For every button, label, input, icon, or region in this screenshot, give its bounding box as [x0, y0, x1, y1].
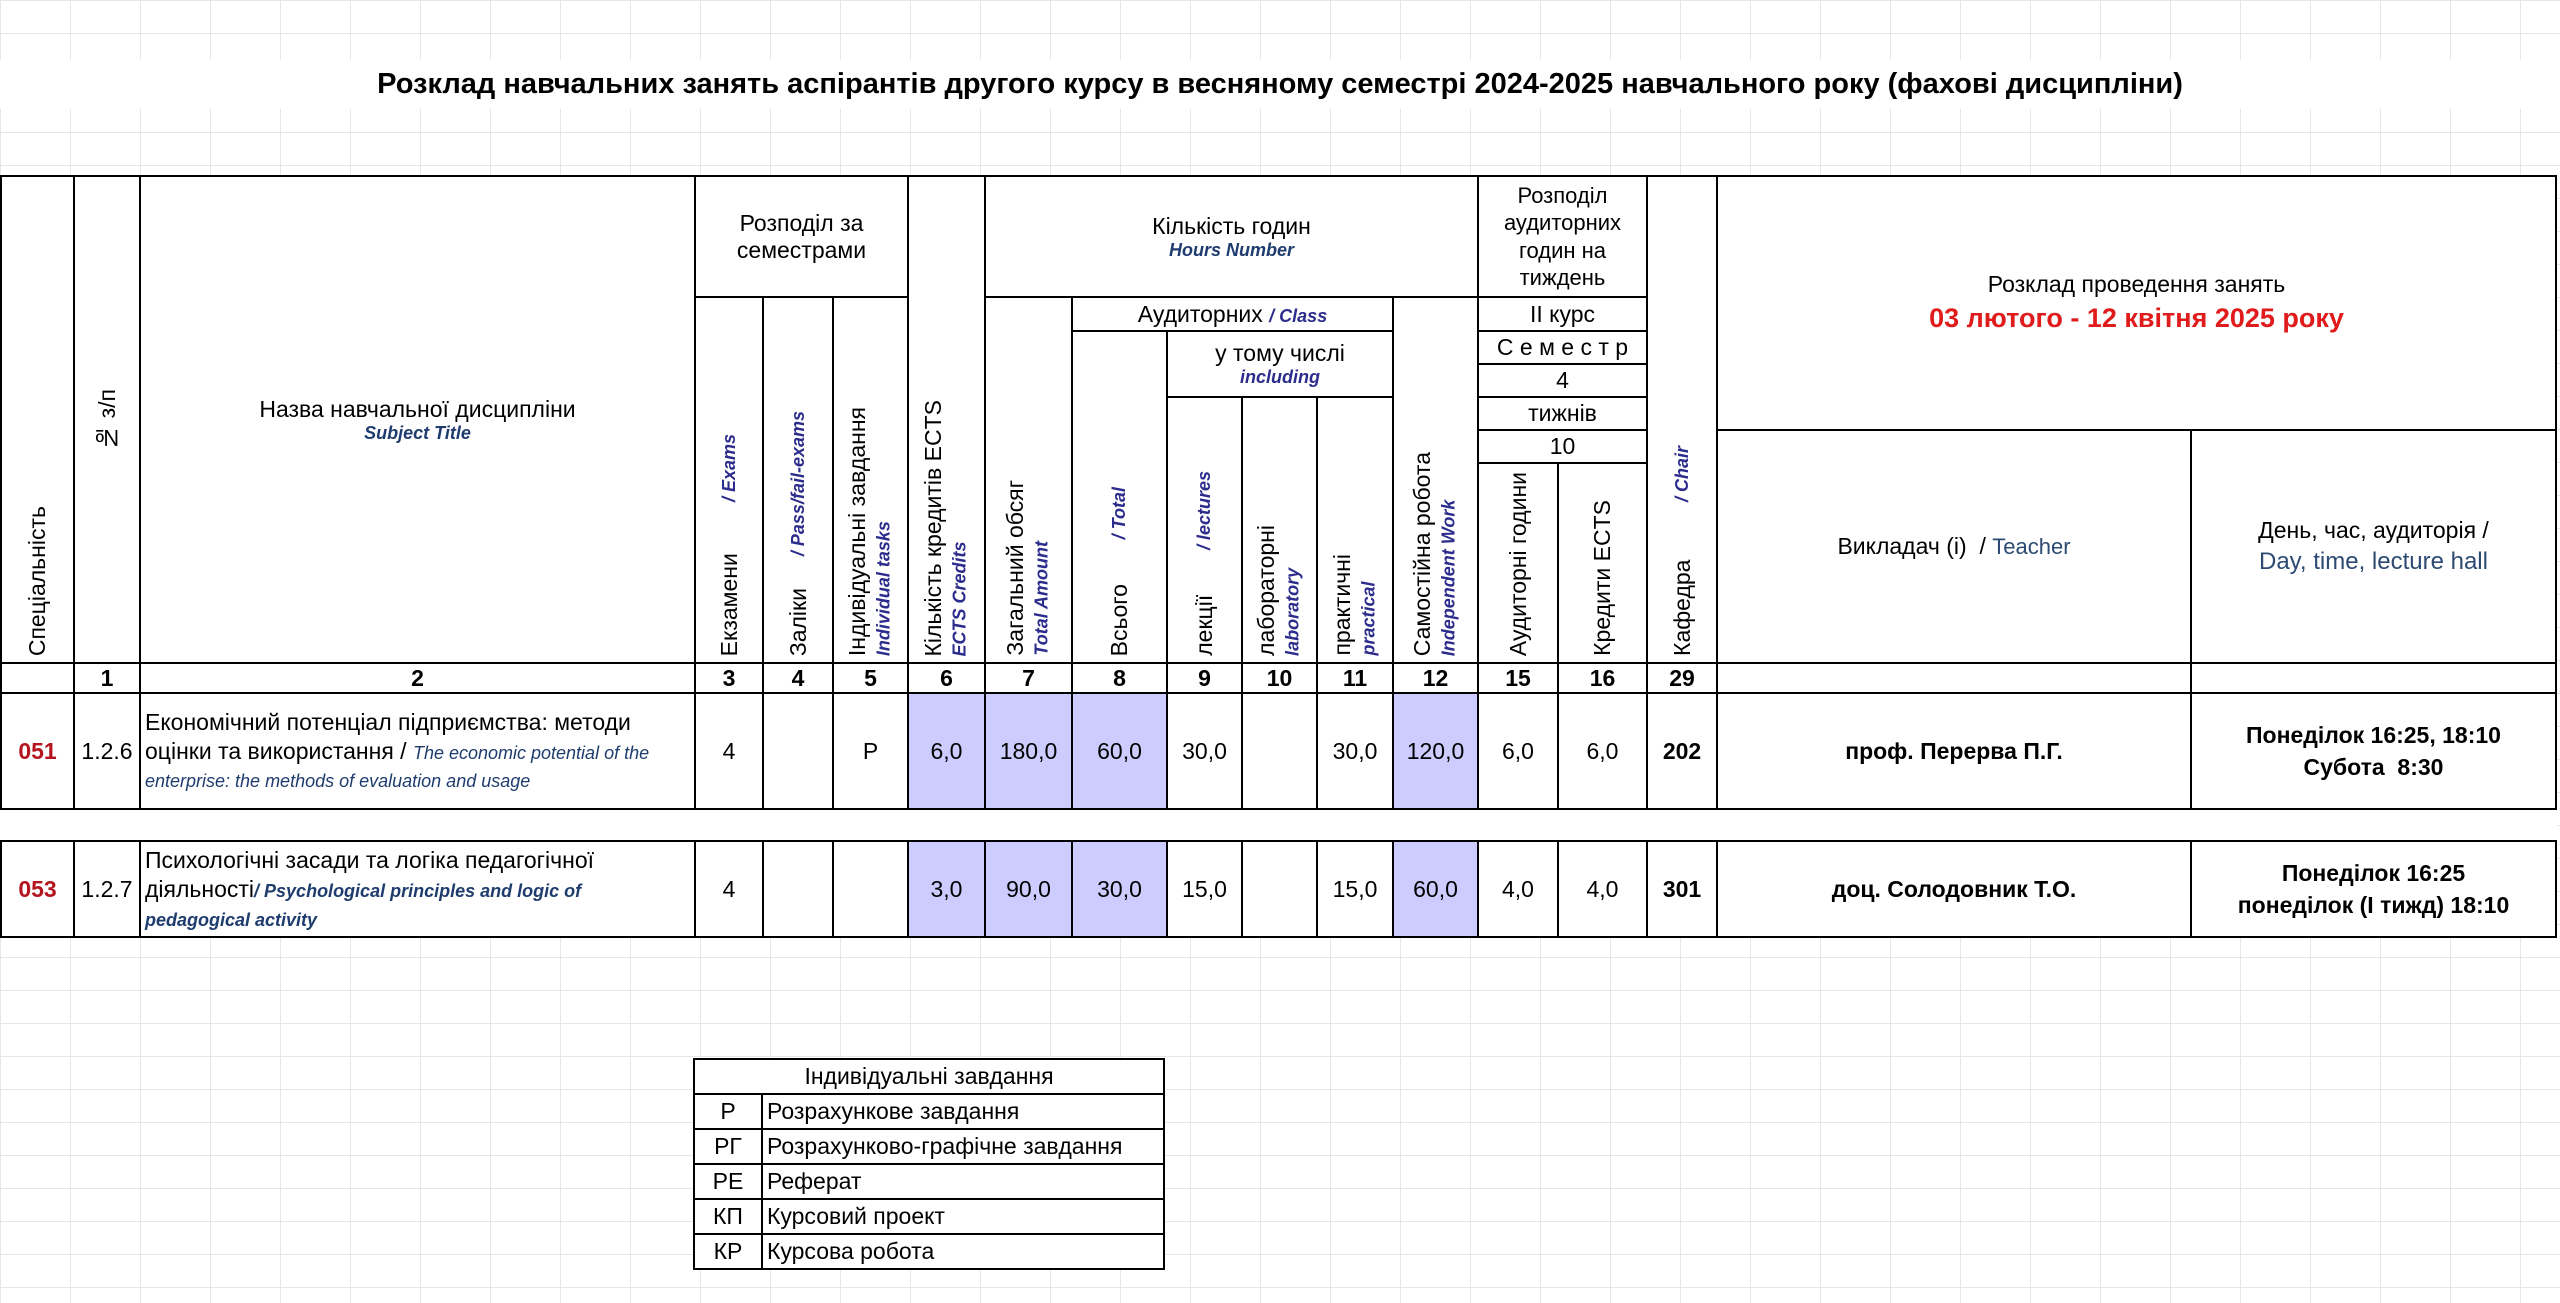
legend-code: КР: [694, 1234, 762, 1269]
col-number: 4: [763, 663, 833, 693]
individual-task-cell: Р: [833, 693, 908, 809]
total-amount-cell: 90,0: [985, 841, 1072, 937]
header-laboratory: лабораторні laboratory: [1242, 397, 1317, 663]
independent-work-cell: 60,0: [1393, 841, 1478, 937]
col-number: 9: [1167, 663, 1242, 693]
total-cell: 30,0: [1072, 841, 1167, 937]
legend-description: Розрахункове завдання: [762, 1094, 1164, 1129]
class-hours-cell: 4,0: [1478, 841, 1558, 937]
legend-item: [694, 1199, 1164, 1234]
col-number-blank: [1, 663, 74, 693]
col-number: 7: [985, 663, 1072, 693]
lectures-cell: 30,0: [1167, 693, 1242, 809]
column-number-row: [1, 663, 2556, 693]
specialty-code: 053: [1, 841, 74, 937]
chair-cell: 202: [1647, 693, 1717, 809]
legend-description: Розрахунково-графічне завдання: [762, 1129, 1164, 1164]
col-number: 6: [908, 663, 985, 693]
legend-item: [694, 1164, 1164, 1199]
header-course: ІІ курс: [1478, 297, 1647, 331]
header-subject: Назва навчальної дисципліни Subject Title: [140, 176, 695, 663]
ects-cell: 6,0: [908, 693, 985, 809]
ects-credits-cell: 6,0: [1558, 693, 1647, 809]
subject-title: Психологічні засади та логіка педагогічної діяльності/ Psychological principles and logic of pedagogical activity: [140, 841, 695, 937]
col-number: 12: [1393, 663, 1478, 693]
header-class-hours: Аудиторні години: [1478, 463, 1558, 663]
col-number: 29: [1647, 663, 1717, 693]
row-number: 1.2.6: [74, 693, 140, 809]
header-passfail: Заліки / Pass/fail-exams: [763, 297, 833, 663]
ects-credits-cell: 4,0: [1558, 841, 1647, 937]
schedule-cell: Понеділок 16:25, 18:10 Субота 8:30: [2191, 693, 2556, 809]
subject-title: Економічний потенціал підприємства: методи оцінки та використання / The economic potential of the enterprise: the methods of evaluation and usage: [140, 693, 695, 809]
laboratory-cell: [1242, 841, 1317, 937]
page-title: Розклад навчальних занять аспірантів другого курсу в весняному семестрі 2024-2025 навчального року (фахові дисципліни): [0, 60, 2560, 109]
legend-code: КП: [694, 1199, 762, 1234]
col-number: 11: [1317, 663, 1393, 693]
col-number: 5: [833, 663, 908, 693]
table-row: [1, 841, 2556, 937]
header-chair: Кафедра / Chair: [1647, 176, 1717, 663]
legend-item: [694, 1129, 1164, 1164]
exams-cell: 4: [695, 841, 763, 937]
legend-code: РЕ: [694, 1164, 762, 1199]
header-teacher: Викладач (і) / Teacher: [1717, 430, 2191, 663]
legend-item: [694, 1094, 1164, 1129]
legend-title: Індивідуальні завдання: [694, 1059, 1164, 1094]
header-total-amount: Загальний обсяг Total Amount: [985, 297, 1072, 663]
header-semester-number: 4: [1478, 364, 1647, 397]
row-number: 1.2.7: [74, 841, 140, 937]
col-number: 10: [1242, 663, 1317, 693]
header-schedule: Розклад проведення занять 03 лютого - 12 квітня 2025 року: [1717, 176, 2556, 430]
legend-description: Курсова робота: [762, 1234, 1164, 1269]
header-specialty: Спеціальність: [1, 176, 74, 663]
header-ects-credits: Кредити ECTS: [1558, 463, 1647, 663]
header-weeks: тижнів: [1478, 397, 1647, 430]
header-class: Аудиторних / Class: [1072, 297, 1393, 331]
ects-cell: 3,0: [908, 841, 985, 937]
col-number-blank: [1717, 663, 2191, 693]
date-range: 03 лютого - 12 квітня 2025 року: [1929, 303, 2344, 334]
table-row: [1, 693, 2556, 809]
schedule-cell: Понеділок 16:25 понеділок (І тижд) 18:10: [2191, 841, 2556, 937]
teacher-cell: проф. Перерва П.Г.: [1717, 693, 2191, 809]
legend-code: РГ: [694, 1129, 762, 1164]
header-weeks-number: 10: [1478, 430, 1647, 463]
header-exams: Екзамени / Exams: [695, 297, 763, 663]
class-hours-cell: 6,0: [1478, 693, 1558, 809]
practical-cell: 15,0: [1317, 841, 1393, 937]
header-total: Всього / Total: [1072, 331, 1167, 663]
col-number: 16: [1558, 663, 1647, 693]
teacher-cell: доц. Солодовник Т.О.: [1717, 841, 2191, 937]
header-practical: практичні practical: [1317, 397, 1393, 663]
exams-cell: 4: [695, 693, 763, 809]
spacer-row: [1, 809, 2556, 841]
header-weekly-distribution: Розподіл аудиторних годин на тиждень: [1478, 176, 1647, 297]
header-number: № з/п: [74, 176, 140, 663]
col-number: 2: [140, 663, 695, 693]
total-cell: 60,0: [1072, 693, 1167, 809]
individual-task-cell: [833, 841, 908, 937]
chair-cell: 301: [1647, 841, 1717, 937]
legend-description: Реферат: [762, 1164, 1164, 1199]
legend-item: [694, 1234, 1164, 1269]
practical-cell: 30,0: [1317, 693, 1393, 809]
col-number: 3: [695, 663, 763, 693]
header-semester-distribution: Розподіл за семестрами: [695, 176, 908, 297]
header-including: у тому числі including: [1167, 331, 1393, 397]
legend-description: Курсовий проект: [762, 1199, 1164, 1234]
specialty-code: 051: [1, 693, 74, 809]
passfail-cell: [763, 693, 833, 809]
laboratory-cell: [1242, 693, 1317, 809]
header-independent-work: Самостійна робота Independent Work: [1393, 297, 1478, 663]
schedule-table: [0, 175, 2557, 938]
total-amount-cell: 180,0: [985, 693, 1072, 809]
header-lectures: лекції / lectures: [1167, 397, 1242, 663]
header-individual-tasks: Індивідуальні завдання Individual tasks: [833, 297, 908, 663]
passfail-cell: [763, 841, 833, 937]
header-hours-number: Кількість годин Hours Number: [985, 176, 1478, 297]
col-number-blank: [2191, 663, 2556, 693]
header-day-time: День, час, аудиторія / Day, time, lecture hall: [2191, 430, 2556, 663]
col-number: 8: [1072, 663, 1167, 693]
col-number: 15: [1478, 663, 1558, 693]
lectures-cell: 15,0: [1167, 841, 1242, 937]
independent-work-cell: 120,0: [1393, 693, 1478, 809]
legend-table: [693, 1058, 1165, 1270]
header-semester: С е м е с т р: [1478, 331, 1647, 364]
col-number: 1: [74, 663, 140, 693]
legend-code: Р: [694, 1094, 762, 1129]
header-ects: Кількість кредитів ECTS ECTS Credits: [908, 176, 985, 663]
